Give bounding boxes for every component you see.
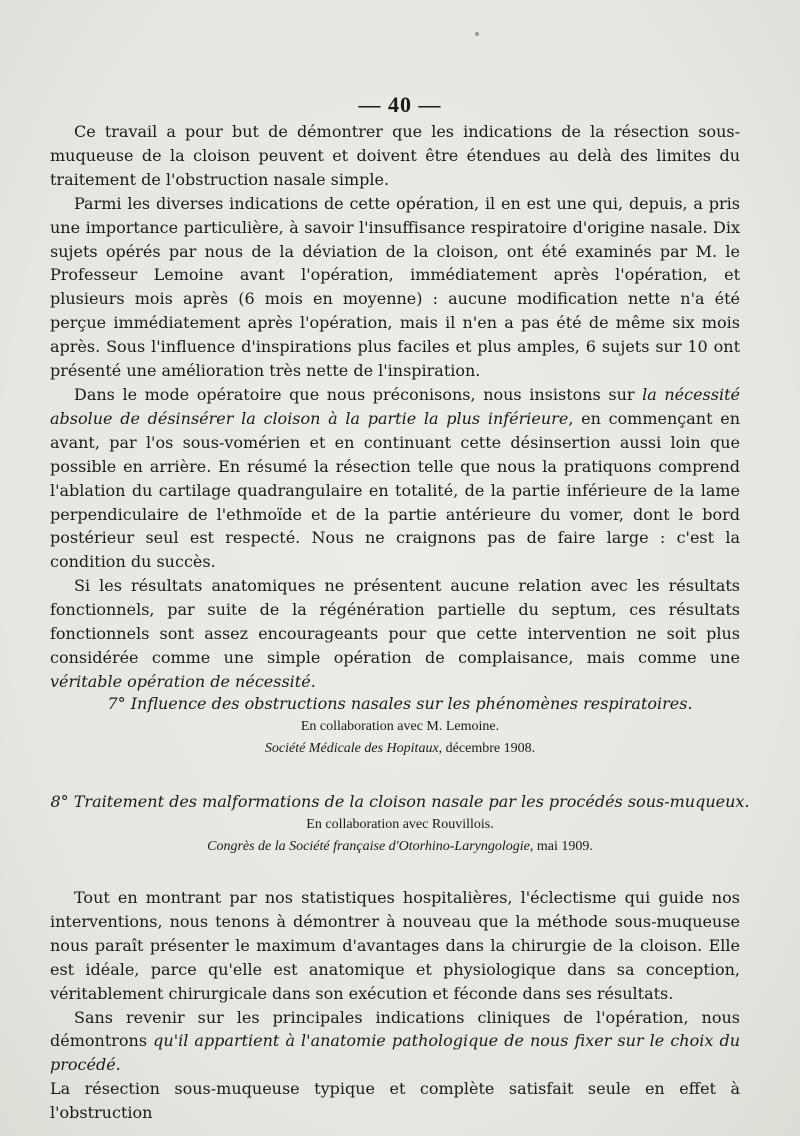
paragraph-text: Dans le mode opératoire que nous préconisons, nous insistons sur [74, 384, 643, 404]
page-number: — 40 — [358, 92, 442, 117]
closing-section [50, 886, 740, 1125]
reference-journal: Société Médicale des Hopitaux, [264, 741, 443, 756]
reference-collaboration: En collaboration avec Rouvillois. [306, 817, 494, 832]
paragraph [50, 383, 740, 574]
paragraph-text: , en commençant en avant, par l'os sous-vomérien et en continuant cette désinsertion aussi loin que possible en arrière. En résumé la résection telle que nous la pratiquons comprend l'ablation du cartilage quadrangulaire en totalité, de la partie inférieure de la lame perpendiculaire de l'ethmoïde et de la partie antérieure du vomer, dont le bord postérieur seul est respecté. Nous ne craignons pas de faire large : c'est la condition du succès. [50, 408, 740, 572]
paragraph [50, 574, 740, 694]
reference-source [40, 837, 760, 856]
emphasis: qu'il appartient à l'anatomie pathologique de nous fixer sur le choix du procédé. [50, 1031, 740, 1075]
paragraph-text: Si les résultats anatomiques ne présentent aucune relation avec les résultats fonctionnels, par suite de la régénération partielle du septum, ces résultats fonctionnels sont assez encourageants pour que cette intervention ne soit plus considérée comme une simple opération de complaisance, mais comme une [50, 576, 740, 667]
reference-journal: Congrès de la Société française d'Otorhino-Laryngologie, [207, 839, 534, 854]
intro-section [50, 120, 740, 694]
paragraph: Tout en montrant par nos statistiques hospitalières, l'éclectisme qui guide nos interventions, nous tenons à démontrer à nouveau que la méthode sous-muqueuse nous paraît présenter le maximum d'avantages dans la chirurgie de la cloison. Elle est idéale, parce qu'elle est anatomique et physiologique dans sa conception, véritablement chirurgicale dans son exécution et féconde dans ses résultats. [50, 888, 740, 1003]
emphasis: la nécessité absolue de désinsérer la cloison à la partie la plus inférieure [50, 384, 740, 428]
paragraph-text: Sans revenir sur les principales indications cliniques de l'opération, nous démontrons [50, 1007, 740, 1051]
paragraph [50, 192, 740, 383]
paragraph-text: Parmi les diverses indications de cette opération, il en est une qui, depuis, a pris une importance particulière, à savoir l'insuffisance respiratoire d'origine nasale. Dix sujets opérés par nous de la déviation de la cloison, ont été examinés par M. le Professeur Lemoine avant l'opération, immédiatement après l'opération, et plusieurs mois après (6 mois en moyenne) : aucune modification nette n'a été perçue immédiatement après l'opération, mais il n'en a pas été de même six mois après. Sous l'influence d'inspirations plus faciles et plus amples, 6 sujets sur 10 ont présenté une amélioration très nette de l'inspiration. [50, 193, 740, 381]
reference-collaboration: En collaboration avec M. Lemoine. [300, 719, 500, 734]
reference-date: décembre 1908. [442, 741, 536, 756]
paragraph: La résection sous-muqueuse typique et complète satisfait seule en effet à l'obstruction [50, 1079, 740, 1123]
paragraph: Ce travail a pour but de démontrer que les indications de la résection sous-muqueuse de la cloison peuvent et doivent être étendues au delà des limites du traitement de l'obstruction nasale simple. [50, 122, 740, 189]
emphasis: véritable opération de nécessité. [50, 671, 316, 691]
reference-source [40, 739, 760, 758]
reference-title: 7° Influence des obstructions nasales sur les phénomènes respiratoires. [107, 694, 693, 713]
reference-title: 8° Traitement des malformations de la cloison nasale par les procédés sous-muqueux. [50, 792, 750, 811]
print-speck [475, 32, 479, 36]
reference-entry [40, 694, 760, 758]
reference-entry [40, 792, 760, 856]
reference-date: mai 1909. [533, 839, 593, 854]
paragraph [50, 1006, 740, 1078]
